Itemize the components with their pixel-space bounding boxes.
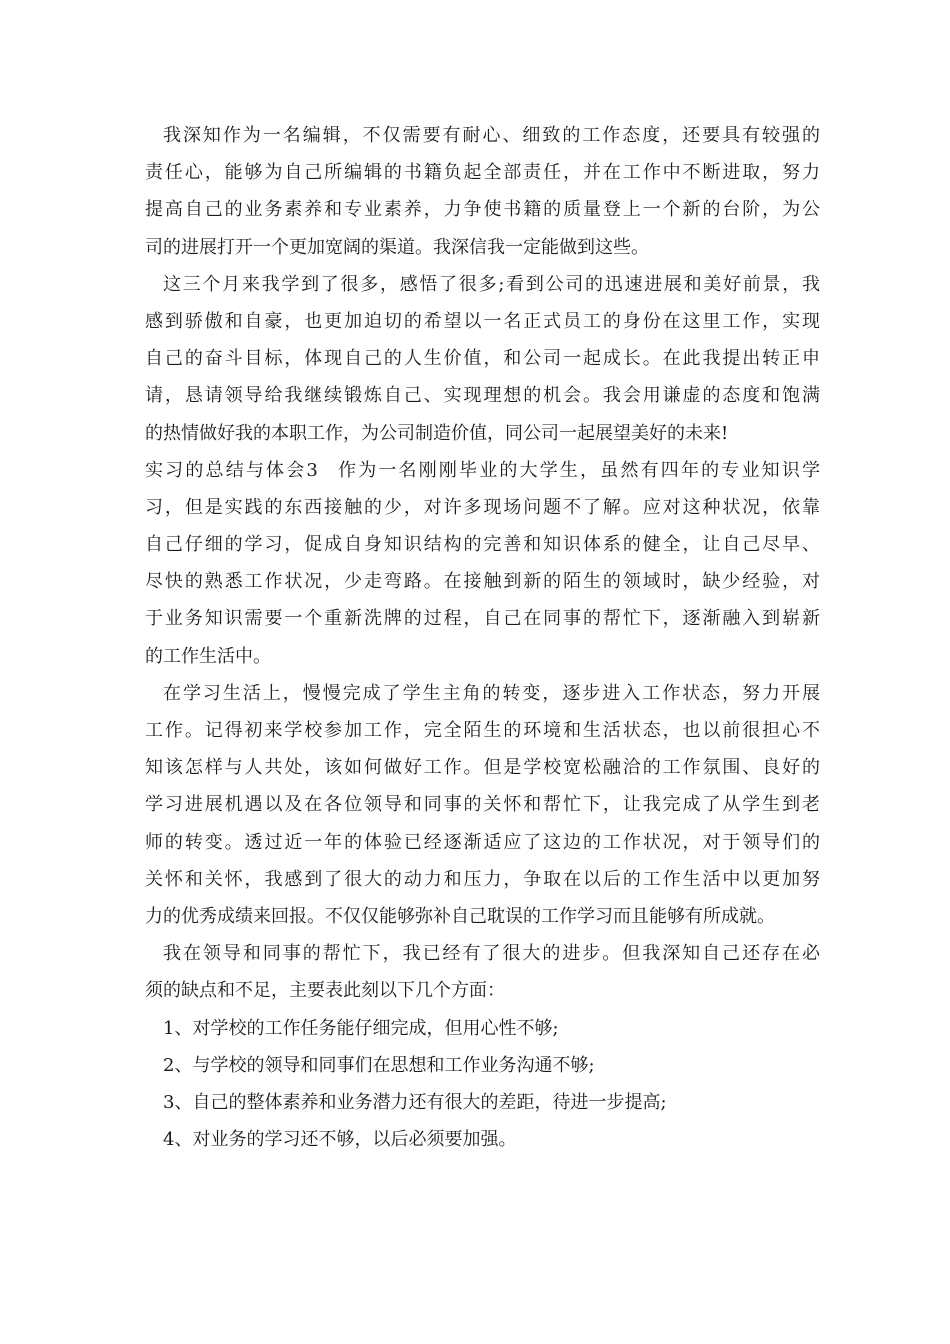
section-heading: 实习的总结与体会3 bbox=[145, 459, 318, 481]
text-line: 感到骄傲和自豪，也更加迫切的希望以一名正式员工的身份在这里工作，实现 bbox=[145, 310, 820, 332]
list-item: 3、自己的整体素养和业务潜力还有很大的差距，待进一步提高; bbox=[163, 1091, 667, 1113]
text-line: 师的转变。透过近一年的体验已经逐渐适应了这边的工作状况，对于领导们的 bbox=[145, 831, 820, 853]
text-line: 责任心，能够为自己所编辑的书籍负起全部责任，并在工作中不断进取，努力 bbox=[145, 162, 820, 184]
text-line: 的工作生活中。 bbox=[145, 645, 271, 667]
text-line: 习，但是实践的东西接触的少，对许多现场问题不了解。应对这种状况，依靠 bbox=[145, 496, 820, 518]
list-item: 2、与学校的领导和同事们在思想和工作业务沟通不够; bbox=[163, 1054, 595, 1076]
text-line: 须的缺点和不足，主要表此刻以下几个方面： bbox=[145, 980, 505, 1002]
text-line: 这三个月来我学到了很多，感悟了很多;看到公司的迅速进展和美好前景，我 bbox=[163, 273, 820, 295]
text-line: 提高自己的业务素养和专业素养，力争使书籍的质量登上一个新的台阶，为公 bbox=[145, 199, 820, 221]
text-line: 司的进展打开一个更加宽阔的渠道。我深信我一定能做到这些。 bbox=[145, 236, 649, 258]
text-line: 尽快的熟悉工作状况，少走弯路。在接触到新的陌生的领域时，缺少经验，对 bbox=[145, 571, 820, 593]
document-body bbox=[145, 117, 820, 1158]
text-line: 学习进展机遇以及在各位领导和同事的关怀和帮忙下，让我完成了从学生到老 bbox=[145, 794, 820, 816]
text-line: 自己的奋斗目标，体现自己的人生价值，和公司一起成长。在此我提出转正申 bbox=[145, 348, 820, 370]
text-line: 的热情做好我的本职工作，为公司制造价值，同公司一起展望美好的未来! bbox=[145, 422, 729, 444]
heading-line bbox=[145, 452, 820, 489]
text-line: 自己仔细的学习，促成自身知识结构的完善和知识体系的健全，让自己尽早、 bbox=[145, 534, 820, 556]
text-line: 工作。记得初来学校参加工作，完全陌生的环境和生活状态，也以前很担心不 bbox=[145, 720, 820, 741]
list-item: 1、对学校的工作任务能仔细完成，但用心性不够; bbox=[163, 1017, 559, 1039]
text-line: 我在领导和同事的帮忙下，我已经有了很大的进步。但我深知自己还存在必 bbox=[163, 943, 820, 965]
text-line: 关怀和关怀，我感到了很大的动力和压力，争取在以后的工作生活中以更加努 bbox=[145, 868, 820, 890]
text-line: 在学习生活上，慢慢完成了学生主角的转变，逐步进入工作状态，努力开展 bbox=[163, 682, 820, 704]
text-line: 力的优秀成绩来回报。不仅仅能够弥补自己耽误的工作学习而且能够有所成就。 bbox=[145, 905, 775, 927]
text-line: 我深知作为一名编辑，不仅需要有耐心、细致的工作态度，还要具有较强的 bbox=[163, 125, 820, 146]
list-item: 4、对业务的学习还不够，以后必须要加强。 bbox=[163, 1129, 517, 1151]
text-line: 于业务知识需要一个重新洗牌的过程，自己在同事的帮忙下，逐渐融入到崭新 bbox=[145, 608, 820, 630]
text-line: 知该怎样与人共处，该如何做好工作。但是学校宽松融洽的工作氛围、良好的 bbox=[145, 757, 820, 779]
text-line: 作为一名刚刚毕业的大学生，虽然有四年的专业知识学 bbox=[335, 459, 821, 481]
text-line: 请，恳请领导给我继续锻炼自己、实现理想的机会。我会用谦虚的态度和饱满 bbox=[145, 385, 820, 407]
